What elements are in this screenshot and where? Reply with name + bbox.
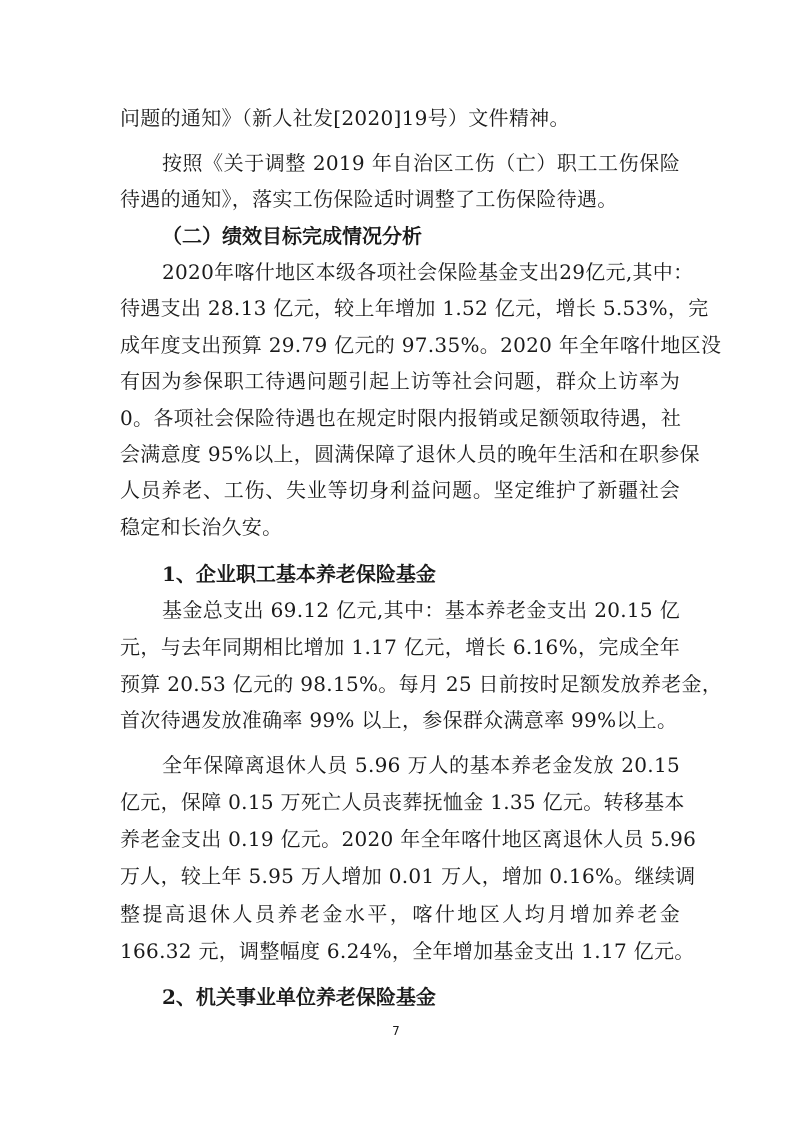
paragraph-line: 有因为参保职工待遇问题引起上访等社会问题，群众上访率为 (120, 369, 680, 393)
paragraph-line: 人员养老、工伤、失业等切身利益问题。坚定维护了新疆社会 (120, 478, 680, 502)
paragraph-line: 166.32 元，调整幅度 6.24%，全年增加基金支出 1.17 亿元。 (120, 939, 695, 963)
paragraph-line: 问题的通知》（新人社发[2020]19号）文件精神。 (120, 106, 570, 130)
paragraph-line: 按照《关于调整 2019 年自治区工伤（亡）职工工伤保险 (162, 151, 680, 175)
paragraph-line: 待遇支出 28.13 亿元，较上年增加 1.52 亿元，增长 5.53%，完 (120, 296, 709, 320)
section-heading: （二）绩效目标完成情况分析 (162, 224, 422, 248)
section-heading: 1、企业职工基本养老保险基金 (162, 562, 436, 586)
page-number: 7 (392, 1024, 400, 1038)
paragraph-line: 稳定和长治久安。 (120, 515, 283, 539)
paragraph-line: 0。各项社会保险待遇也在规定时限内报销或足额领取待遇，社 (120, 406, 682, 430)
paragraph-line: 成年度支出预算 29.79 亿元的 97.35%。2020 年全年喀什地区没 (120, 333, 722, 357)
paragraph-line: 预算 20.53 亿元的 98.15%。每月 25 日前按时足额发放养老金， (120, 672, 723, 696)
paragraph-line: 元，与去年同期相比增加 1.17 亿元，增长 6.16%，完成全年 (120, 635, 680, 659)
paragraph-line: 全年保障离退休人员 5.96 万人的基本养老金发放 20.15 (162, 753, 680, 777)
paragraph-line: 万人，较上年 5.95 万人增加 0.01 万人，增加 0.16%。继续调 (120, 864, 696, 888)
paragraph-line: 会满意度 95%以上，圆满保障了退休人员的晚年生活和在职参保 (120, 442, 700, 466)
paragraph-line: 基金总支出 69.12 亿元,其中：基本养老金支出 20.15 亿 (162, 598, 680, 622)
paragraph-line: 2020年喀什地区本级各项社会保险基金支出29亿元,其中： (162, 260, 694, 284)
paragraph-line: 待遇的通知》，落实工伤保险适时调整了工伤保险待遇。 (120, 187, 618, 211)
paragraph-line: 亿元，保障 0.15 万死亡人员丧葬抚恤金 1.35 亿元。转移基本 (120, 790, 685, 814)
paragraph-line: 首次待遇发放准确率 99% 以上，参保群众满意率 99%以上。 (120, 708, 678, 732)
section-heading: 2、机关事业单位养老保险基金 (162, 985, 436, 1009)
paragraph-line: 整提高退休人员养老金水平，喀什地区人均月增加养老金 (120, 902, 680, 926)
paragraph-line: 养老金支出 0.19 亿元。2020 年全年喀什地区离退休人员 5.96 (120, 827, 697, 851)
